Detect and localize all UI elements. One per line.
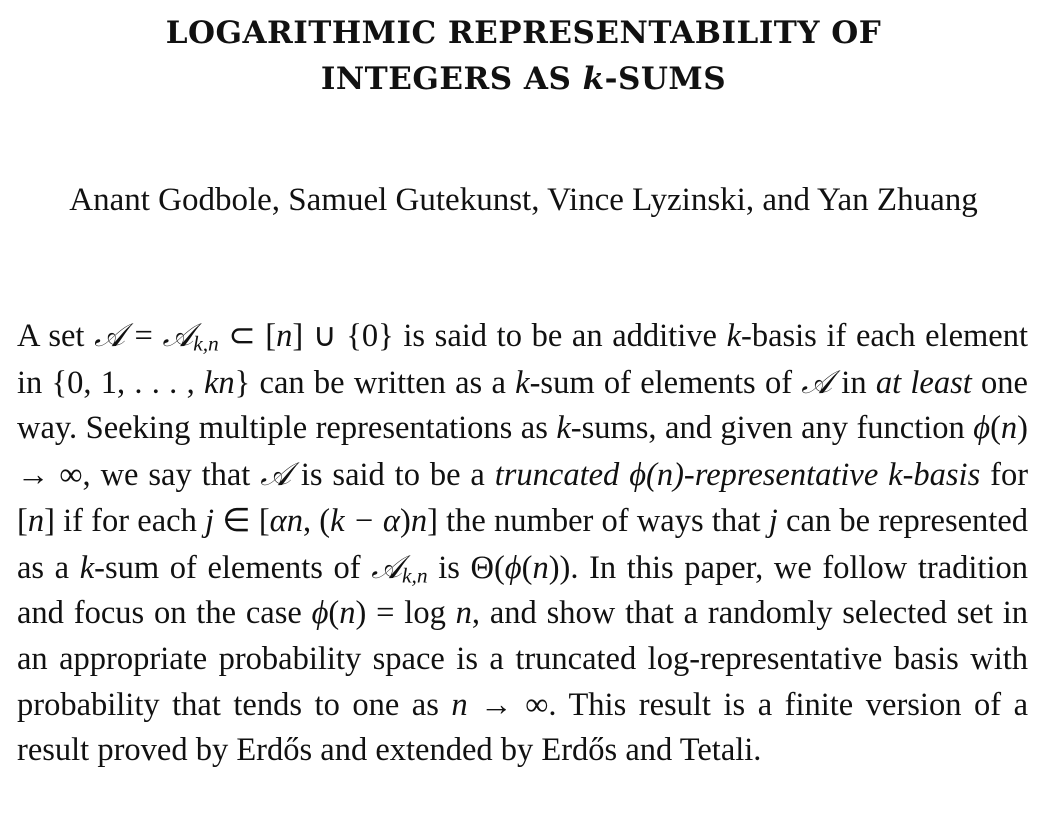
math-set-A: 𝒜 bbox=[371, 547, 402, 586]
title-line-1: LOGARITHMIC REPRESENTABILITY OF bbox=[165, 15, 882, 51]
abstract-frag: for [ bbox=[17, 457, 1029, 539]
title-line-2-end: -SUMS bbox=[604, 61, 727, 97]
math-var: ϕ bbox=[504, 549, 522, 586]
abstract-frag: , and show that a randomly selected set in an appropriate probability space is a truncated log-representative basis with probability that tends to one as bbox=[17, 595, 1028, 723]
math-var: k bbox=[726, 318, 741, 354]
abstract-frag: -sum of elements of bbox=[94, 549, 372, 586]
emphasis: at least bbox=[875, 364, 972, 401]
abstract-frag: = bbox=[124, 318, 163, 354]
math-var: ϕ bbox=[311, 595, 329, 632]
math-var: ϕ bbox=[973, 410, 991, 447]
math-var: j bbox=[768, 502, 778, 539]
abstract-frag: -sum of elements of bbox=[529, 364, 802, 401]
math-var: k − α bbox=[330, 502, 400, 539]
abstract-frag: ) = log bbox=[355, 595, 456, 632]
abstract-frag: → ∞. This result is a finite version of a result proved by Erdős and extended by Erdős and Tetali. bbox=[17, 686, 1028, 769]
abstract-frag: ∈ [ bbox=[214, 502, 270, 539]
abstract-frag: ( bbox=[990, 410, 1001, 447]
math-var: k bbox=[515, 364, 530, 401]
abstract-frag: } can be written as a bbox=[234, 364, 516, 401]
abstract-frag: is Θ( bbox=[427, 549, 505, 586]
abstract-frag: )). In this paper, we follow tradition and focus on the case bbox=[17, 549, 1028, 632]
math-set-A: 𝒜 bbox=[260, 455, 291, 494]
math-subscript: k,n bbox=[402, 563, 428, 588]
math-set-A: 𝒜 bbox=[801, 362, 833, 401]
emphasis: truncated bbox=[494, 457, 620, 494]
math-subscript: k,n bbox=[193, 331, 219, 356]
author-list: Anant Godbole, Samuel Gutekunst, Vince Lyzinski, and Yan Zhuang bbox=[69, 182, 978, 218]
title-line-2 bbox=[0, 56, 1047, 102]
abstract-frag: -sums, and given any function bbox=[570, 410, 974, 447]
math-var: j bbox=[205, 502, 215, 539]
math-var: n bbox=[27, 502, 45, 539]
abstract-frag: ] the number of ways that bbox=[427, 502, 769, 539]
math-var: n bbox=[532, 549, 549, 586]
abstract-frag: one way. Seeking multiple representations as bbox=[17, 364, 1028, 447]
math-var: kn bbox=[203, 364, 235, 401]
abstract-frag: is said to be a bbox=[290, 457, 495, 494]
math-var: n bbox=[339, 595, 356, 632]
abstract-frag: ) bbox=[400, 502, 411, 539]
math-var: n bbox=[276, 318, 293, 354]
abstract-text bbox=[17, 313, 1028, 774]
abstract-frag: , ( bbox=[302, 502, 331, 539]
abstract-frag: in bbox=[832, 364, 876, 401]
math-var: k bbox=[556, 410, 571, 447]
abstract-frag bbox=[619, 457, 629, 493]
math-var: n bbox=[1000, 410, 1018, 447]
abstract-frag: ] if for each bbox=[44, 502, 206, 539]
emphasis: ϕ(n)-representative k-basis bbox=[629, 457, 981, 494]
title-k: k bbox=[582, 61, 605, 97]
math-set-A: 𝒜 bbox=[162, 316, 194, 354]
abstract-frag: ( bbox=[328, 595, 340, 632]
math-var: n bbox=[410, 502, 428, 539]
abstract-frag: ⊂ [ bbox=[218, 318, 277, 354]
math-var: k bbox=[79, 549, 95, 586]
math-var: n bbox=[451, 686, 468, 723]
abstract-frag: can be represented as a bbox=[17, 502, 1029, 586]
math-var: αn bbox=[269, 502, 303, 539]
abstract-frag: ) → ∞, we say that bbox=[17, 410, 1028, 494]
math-set-A: 𝒜 bbox=[94, 316, 125, 354]
abstract-frag: ] ∪ {0} is said to be an additive bbox=[292, 318, 727, 354]
title-line-2-start: INTEGERS AS bbox=[320, 61, 583, 97]
paper-title bbox=[0, 10, 1047, 102]
abstract-frag: A set bbox=[17, 318, 95, 354]
abstract-frag: ( bbox=[521, 549, 533, 586]
math-var: n bbox=[455, 595, 472, 632]
abstract-frag: -basis if each element in {0, 1, . . . , bbox=[17, 318, 1028, 401]
